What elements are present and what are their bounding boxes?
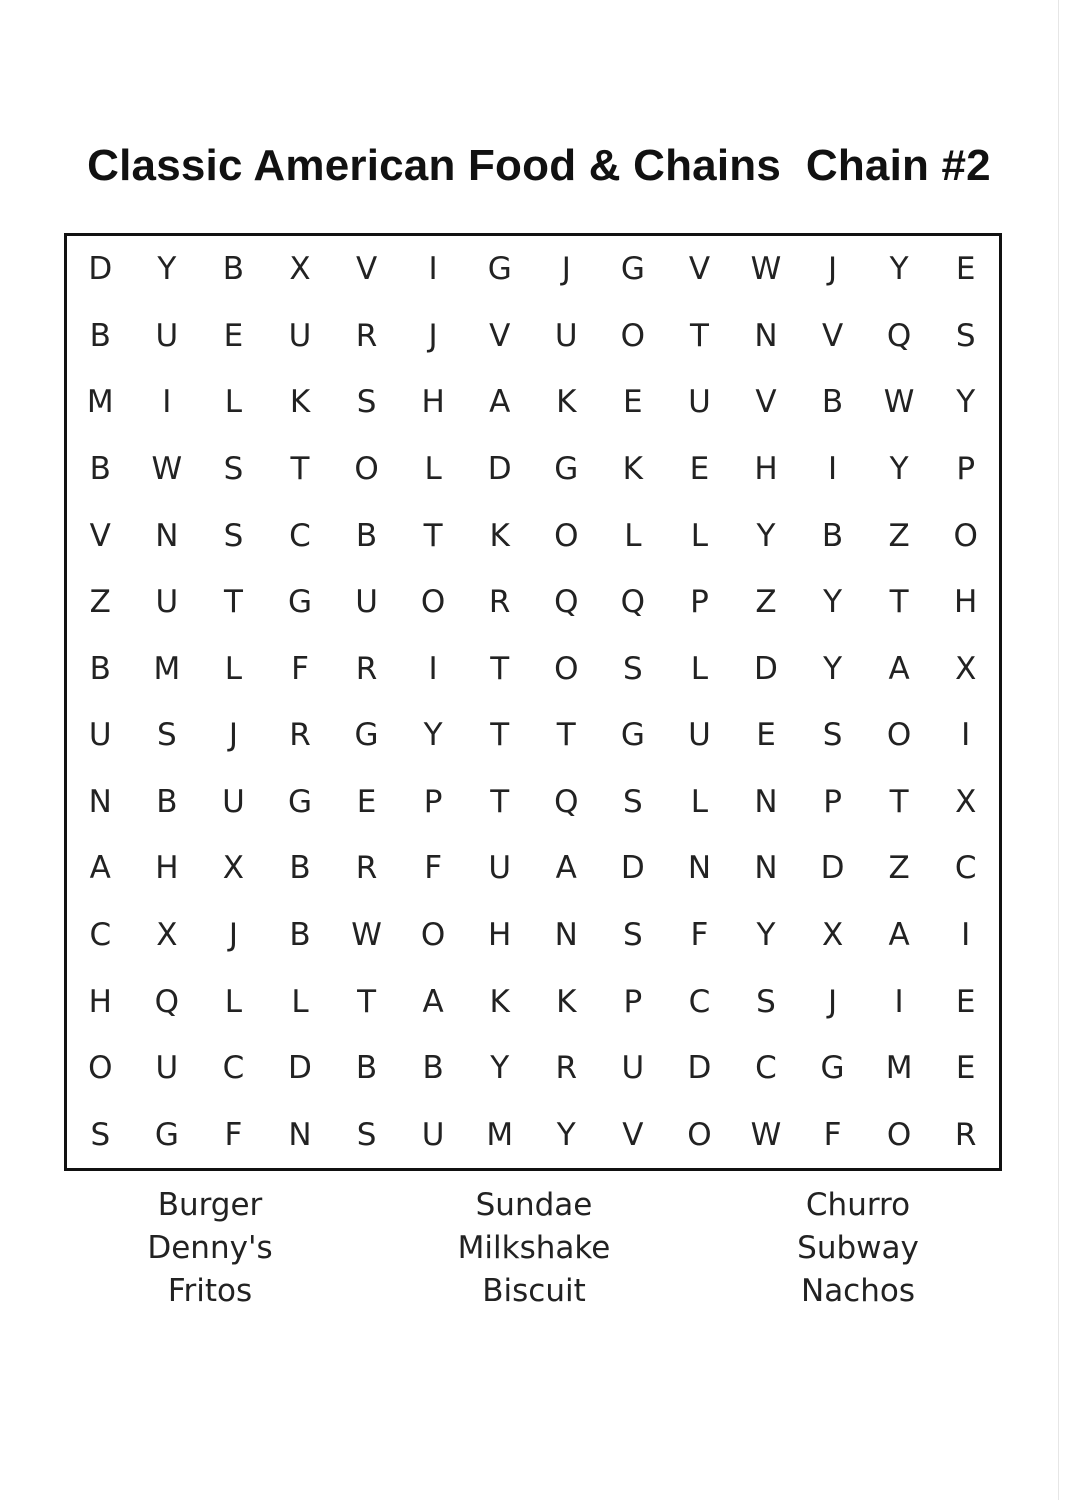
grid-letter: Q	[554, 584, 579, 621]
grid-letter: T	[689, 317, 709, 354]
grid-letter: W	[750, 251, 782, 288]
grid-letter: A	[89, 850, 111, 887]
grid-letter: L	[624, 517, 642, 554]
grid-letter: B	[89, 650, 111, 687]
grid-letter: U	[688, 384, 711, 421]
grid-letter: D	[487, 450, 512, 487]
grid-letter: P	[956, 450, 976, 487]
grid-letter: H	[421, 384, 445, 421]
grid-letter: G	[554, 450, 579, 487]
grid-letter: X	[955, 783, 977, 820]
grid-letter: R	[954, 1116, 977, 1153]
grid-letter: K	[556, 983, 577, 1020]
grid-letter: L	[224, 384, 243, 421]
word-list-item: Burger	[157, 1187, 263, 1223]
grid-letter: H	[488, 916, 512, 953]
word-list-item: Biscuit	[482, 1273, 586, 1309]
grid-letter: E	[955, 983, 976, 1020]
grid-letter: A	[489, 384, 511, 421]
grid-letter: J	[561, 251, 571, 288]
grid-letter: D	[754, 650, 778, 687]
grid-letter: C	[222, 1050, 245, 1087]
grid-letter: F	[424, 850, 443, 887]
grid-letter: S	[223, 450, 244, 487]
grid-letter: M	[885, 1050, 913, 1087]
letter-grid-frame	[64, 233, 1002, 1171]
grid-letter: H	[88, 983, 112, 1020]
grid-letter: W	[750, 1116, 782, 1153]
grid-letter: K	[622, 450, 644, 487]
grid-letter: I	[827, 450, 838, 487]
grid-letter: T	[556, 717, 576, 754]
grid-letter: Y	[889, 450, 909, 487]
grid-letter: I	[428, 251, 438, 288]
grid-letter: I	[961, 916, 971, 953]
grid-letter: S	[822, 717, 843, 754]
grid-letter: E	[689, 450, 710, 487]
grid-letter: Y	[889, 251, 909, 288]
grid-letter: N	[554, 916, 578, 953]
grid-letter: A	[888, 650, 910, 687]
grid-letter: U	[155, 1050, 179, 1087]
grid-letter: V	[755, 384, 777, 421]
grid-letter: T	[490, 717, 510, 754]
grid-letter: S	[223, 517, 244, 554]
grid-letter: F	[823, 1116, 842, 1153]
grid-letter: W	[351, 916, 382, 953]
grid-letter: C	[954, 850, 977, 887]
grid-letter: C	[289, 517, 311, 554]
grid-letter: Z	[888, 850, 910, 887]
grid-letter: Y	[423, 717, 443, 754]
grid-letter: B	[422, 1050, 444, 1087]
grid-letter: V	[622, 1116, 644, 1153]
grid-letter: S	[756, 983, 776, 1020]
grid-letter: Q	[620, 584, 646, 621]
grid-letter: K	[489, 517, 510, 554]
grid-letter: R	[355, 650, 378, 687]
grid-letter: L	[690, 783, 709, 820]
grid-letter: O	[354, 450, 379, 487]
grid-letter: K	[556, 384, 577, 421]
grid-letter: U	[421, 1116, 445, 1153]
grid-letter: J	[827, 983, 838, 1020]
grid-letter: B	[289, 916, 311, 953]
grid-letter: Z	[755, 584, 777, 621]
page-edge-divider	[1058, 0, 1059, 1500]
word-list	[50, 1184, 1018, 1313]
grid-letter: A	[555, 850, 577, 887]
grid-letter: C	[688, 983, 711, 1020]
grid-letter: G	[820, 1050, 845, 1087]
puzzle-title: Classic American Food & Chains Chain #2	[87, 141, 991, 190]
grid-letter: G	[620, 251, 645, 288]
grid-letter: L	[690, 650, 709, 687]
word-list-column	[374, 1184, 694, 1313]
grid-letter: X	[955, 650, 977, 687]
word-list-item: Fritos	[167, 1273, 253, 1309]
grid-letter: K	[289, 384, 311, 421]
grid-letter: U	[288, 317, 312, 354]
grid-letter: J	[827, 251, 838, 288]
grid-letter: N	[687, 850, 712, 887]
grid-letter: H	[155, 850, 179, 887]
grid-letter: E	[955, 1050, 976, 1087]
grid-letter: V	[355, 251, 378, 288]
grid-letter: G	[620, 717, 645, 754]
grid-letter: R	[488, 584, 511, 621]
grid-letter: R	[355, 850, 378, 887]
grid-letter: U	[355, 584, 378, 621]
grid-letter: O	[620, 317, 646, 354]
grid-letter: T	[223, 584, 243, 621]
grid-letter: D	[820, 850, 845, 887]
grid-letter: D	[620, 850, 645, 887]
grid-letter: Y	[556, 1116, 576, 1153]
grid-letter: Z	[888, 517, 910, 554]
grid-letter: S	[356, 1116, 377, 1153]
grid-letter: U	[155, 317, 179, 354]
grid-letter: E	[955, 251, 976, 288]
grid-letter: U	[222, 783, 245, 820]
grid-letter: U	[621, 1050, 645, 1087]
grid-letter: G	[354, 717, 379, 754]
grid-letter: V	[489, 317, 511, 354]
grid-letter: U	[155, 584, 179, 621]
grid-letter: R	[289, 717, 311, 754]
grid-letter: C	[755, 1050, 777, 1087]
grid-letter: D	[88, 251, 113, 288]
grid-letter: V	[821, 317, 844, 354]
grid-letter: T	[357, 983, 377, 1020]
grid-letter: V	[688, 251, 711, 288]
grid-letter: O	[420, 584, 446, 621]
grid-letter: Y	[823, 650, 843, 687]
grid-letter: E	[756, 717, 776, 754]
grid-letter: R	[355, 317, 378, 354]
grid-letter: T	[290, 450, 310, 487]
grid-letter: O	[554, 650, 579, 687]
grid-letter: Q	[154, 983, 180, 1020]
grid-letter: N	[754, 317, 778, 354]
grid-letter: M	[153, 650, 181, 687]
grid-letter: B	[821, 517, 844, 554]
grid-letter: B	[355, 1050, 378, 1087]
grid-letter: P	[690, 584, 709, 621]
grid-letter: G	[154, 1116, 179, 1153]
grid-letter: K	[489, 983, 510, 1020]
grid-letter: E	[356, 783, 377, 820]
grid-letter: O	[554, 517, 579, 554]
grid-letter: O	[687, 1116, 712, 1153]
word-list-item: Churro	[805, 1187, 911, 1223]
grid-letter: F	[690, 916, 709, 953]
grid-letter: X	[156, 916, 178, 953]
grid-letter: S	[90, 1116, 111, 1153]
grid-letter: F	[224, 1116, 243, 1153]
grid-letter: O	[88, 1050, 113, 1087]
grid-letter: H	[754, 450, 778, 487]
grid-letter: P	[823, 783, 842, 820]
grid-letter: H	[954, 584, 978, 621]
grid-letter: U	[88, 717, 112, 754]
grid-letter: Z	[89, 584, 111, 621]
word-list-item: Milkshake	[457, 1230, 611, 1266]
grid-letter: X	[222, 850, 245, 887]
grid-letter: I	[961, 717, 971, 754]
grid-letter: J	[228, 717, 238, 754]
grid-letter: I	[894, 983, 904, 1020]
grid-letter: O	[420, 916, 446, 953]
grid-letter: N	[288, 1116, 312, 1153]
grid-letter: G	[287, 783, 312, 820]
word-list-item: Denny's	[147, 1230, 273, 1266]
grid-letter: Y	[823, 584, 843, 621]
grid-letter: G	[287, 584, 312, 621]
grid-letter: U	[488, 850, 512, 887]
grid-letter: X	[821, 916, 844, 953]
letter-grid	[67, 236, 999, 1168]
grid-letter: E	[223, 317, 244, 354]
grid-letter: Y	[756, 517, 776, 554]
grid-letter: L	[224, 983, 243, 1020]
grid-letter: D	[687, 1050, 712, 1087]
grid-letter: M	[86, 384, 114, 421]
grid-letter: I	[428, 650, 438, 687]
grid-letter: S	[623, 783, 643, 820]
grid-letter: Q	[886, 317, 912, 354]
grid-letter: B	[222, 251, 245, 288]
grid-letter: S	[623, 916, 643, 953]
grid-letter: J	[228, 916, 238, 953]
word-list-column	[698, 1184, 1018, 1313]
grid-letter: M	[486, 1116, 514, 1153]
grid-letter: O	[886, 717, 912, 754]
word-list-item: Sundae	[475, 1187, 593, 1223]
grid-letter: N	[754, 783, 778, 820]
grid-letter: L	[224, 650, 243, 687]
grid-letter: O	[953, 517, 978, 554]
grid-letter: U	[554, 317, 578, 354]
grid-letter: S	[356, 384, 377, 421]
grid-letter: L	[424, 450, 442, 487]
grid-letter: Q	[554, 783, 579, 820]
grid-letter: Y	[157, 251, 177, 288]
word-list-item: Nachos	[801, 1273, 915, 1309]
grid-letter: X	[289, 251, 311, 288]
grid-letter: L	[291, 983, 309, 1020]
grid-letter: T	[490, 783, 510, 820]
grid-letter: G	[487, 251, 512, 288]
grid-letter: B	[355, 517, 378, 554]
grid-letter: T	[889, 584, 909, 621]
grid-letter: J	[428, 317, 438, 354]
grid-letter: B	[821, 384, 844, 421]
grid-letter: B	[156, 783, 178, 820]
grid-letter: S	[623, 650, 643, 687]
grid-letter: A	[422, 983, 444, 1020]
grid-letter: C	[89, 916, 112, 953]
grid-letter: T	[889, 783, 909, 820]
grid-letter: V	[89, 517, 111, 554]
word-list-item: Subway	[797, 1230, 919, 1266]
grid-letter: N	[88, 783, 112, 820]
grid-letter: W	[883, 384, 915, 421]
grid-letter: A	[888, 916, 910, 953]
grid-letter: Y	[490, 1050, 510, 1087]
grid-letter: B	[289, 850, 311, 887]
grid-letter: N	[155, 517, 179, 554]
grid-letter: S	[955, 317, 976, 354]
grid-letter: T	[490, 650, 510, 687]
grid-letter: Y	[756, 916, 776, 953]
word-list-column	[50, 1184, 370, 1313]
grid-letter: L	[690, 517, 709, 554]
grid-letter: E	[623, 384, 643, 421]
grid-letter: W	[151, 450, 183, 487]
grid-letter: O	[886, 1116, 912, 1153]
grid-letter: S	[157, 717, 177, 754]
grid-letter: P	[623, 983, 643, 1020]
grid-letter: D	[288, 1050, 312, 1087]
grid-letter: I	[162, 384, 172, 421]
grid-letter: U	[688, 717, 711, 754]
grid-letter: N	[754, 850, 778, 887]
grid-letter: B	[89, 317, 111, 354]
grid-letter: P	[423, 783, 443, 820]
grid-letter: T	[423, 517, 443, 554]
grid-letter: F	[291, 650, 309, 687]
grid-letter: R	[555, 1050, 578, 1087]
grid-letter: Y	[956, 384, 976, 421]
grid-letter: B	[89, 450, 111, 487]
